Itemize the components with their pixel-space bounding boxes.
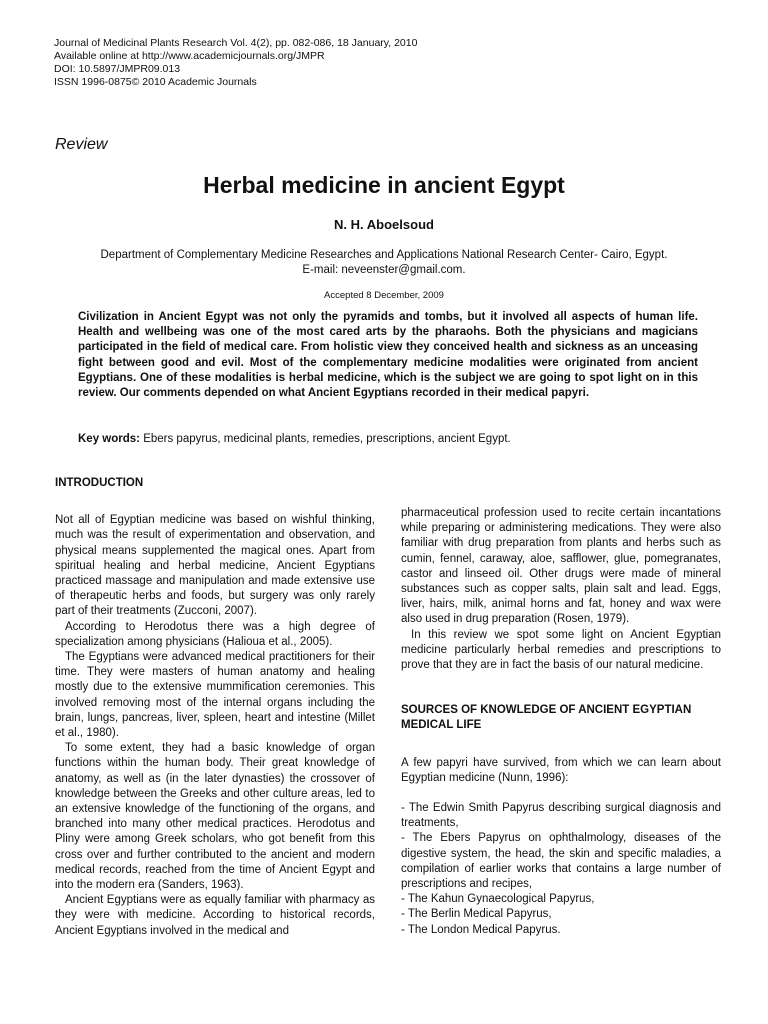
intro-paragraph-5: Ancient Egyptians were as equally familiar with pharmacy as they were with medicine. According to historical records, Ancient Egyptians involved in the medical and xyxy=(55,894,375,937)
right-column xyxy=(401,506,721,938)
keywords-label: Key words: xyxy=(78,433,140,445)
journal-citation: Journal of Medicinal Plants Research Vol. 4(2), pp. 082-086, 18 January, 2010 xyxy=(54,37,418,49)
intro-paragraph-2: According to Herodotus there was a high degree of specialization among physicians (Halioua et al., 2005). xyxy=(55,620,375,648)
keywords xyxy=(78,432,698,447)
abstract: Civilization in Ancient Egypt was not only the pyramids and tombs, but it involved all aspects of human life. Health and wellbeing was one of the most cared arts by the pharaohs. Both the physicians and magicians participated in the field of medical care. From holistic view they conceived health and sickness as an unceasing fight between good and evil. Most of the complementary medicine modalities were originated from ancient Egyptians. One of these modalities is herbal medicine, which is the subject we are going to spot light on in this review. Our comments depended on what Ancient Egyptians recorded in their medical papyri. xyxy=(78,311,698,400)
sources-heading: SOURCES OF KNOWLEDGE OF ANCIENT EGYPTIAN MEDICAL LIFE xyxy=(401,704,692,732)
author-email: E-mail: neveenster@gmail.com. xyxy=(302,264,466,276)
article-title: Herbal medicine in ancient Egypt xyxy=(203,172,565,198)
papyrus-list-item: - The London Medical Papyrus. xyxy=(401,923,561,936)
right-paragraph-1: pharmaceutical profession used to recite certain incantations while preparing or administering medications. They were also familiar with drug preparation from plants and herbs such as cumin, fennel, caraway, aloe, safflower, glue, pomegranates, castor and linseed oil. Other drugs were made of mineral substances such as copper salts, plain salt and lead. Eggs, liver, hairs, milk, animal horns and fat, honey and wax were also used in drug preparation (Rosen, 1979). xyxy=(401,507,721,626)
right-paragraph-2: In this review we spot some light on Ancient Egyptian medicine particularly herbal remedies and prescriptions to prove that they are in fact the basis of our natural medicine. xyxy=(401,628,721,672)
accepted-date: Accepted 8 December, 2009 xyxy=(324,290,444,301)
papyrus-list-item: - The Kahun Gynaecological Papyrus, xyxy=(401,893,595,906)
author-affiliation xyxy=(0,248,768,278)
intro-paragraph-4: To some extent, they had a basic knowledge of organ functions within the human body. Their great knowledge of anatomy, as well as (in the later dynasties) the crossover of knowledge between the Greeks and other culture areas, led to an extensive knowledge of the functioning of the organs, and branched into many other medical practices. Herodotus and Pliny were among Greek scholars, who got benefit from this cross over and further contributed to the ancient and modern medical records, reached from the time of Ancient Egypt and into the modern era (Sanders, 1963). xyxy=(55,742,375,892)
journal-issn: ISSN 1996-0875© 2010 Academic Journals xyxy=(54,76,257,88)
journal-meta xyxy=(54,37,417,89)
affiliation-text: Department of Complementary Medicine Researches and Applications National Research Center- Cairo, Egypt. xyxy=(100,249,668,261)
intro-paragraph-3: The Egyptians were advanced medical practitioners for their time. They were masters of human anatomy and healing mostly due to the extensive mummification ceremonies. This involved removing most of the internal organs including the brain, lungs, pancreas, liver, spleen, heart and intestine (Millet et al., 1980). xyxy=(55,651,375,740)
left-column xyxy=(55,476,375,939)
intro-paragraph-1: Not all of Egyptian medicine was based on wishful thinking, much was the result of experimentation and observation, and physical means supplemented the magical ones. Apart from spiritual healing and herbal medicine, Ancient Egyptians practiced massage and manipulation and made extensive use of therapeutic herbs and foods, but surgery was only rarely part of their treatments (Zucconi, 2007). xyxy=(55,514,375,618)
papyrus-list-item: - The Ebers Papyrus on ophthalmology, diseases of the digestive system, the head, the skin and specific maladies, a compilation of earlier works that contains a large number of prescriptions and recipes, xyxy=(401,832,721,891)
journal-doi: DOI: 10.5897/JMPR09.013 xyxy=(54,63,181,75)
journal-url: Available online at http://www.academicjournals.org/JMPR xyxy=(54,50,325,62)
papyrus-list-item: - The Berlin Medical Papyrus, xyxy=(401,908,552,921)
right-paragraph-3: A few papyri have survived, from which we can learn about Egyptian medicine (Nunn, 1996): xyxy=(401,756,721,784)
author-name: N. H. Aboelsoud xyxy=(334,217,434,232)
keywords-text: Ebers papyrus, medicinal plants, remedies, prescriptions, ancient Egypt. xyxy=(140,433,511,445)
article-type: Review xyxy=(55,136,108,153)
papyrus-list-item: - The Edwin Smith Papyrus describing surgical diagnosis and treatments, xyxy=(401,802,721,830)
introduction-heading: INTRODUCTION xyxy=(55,477,144,489)
